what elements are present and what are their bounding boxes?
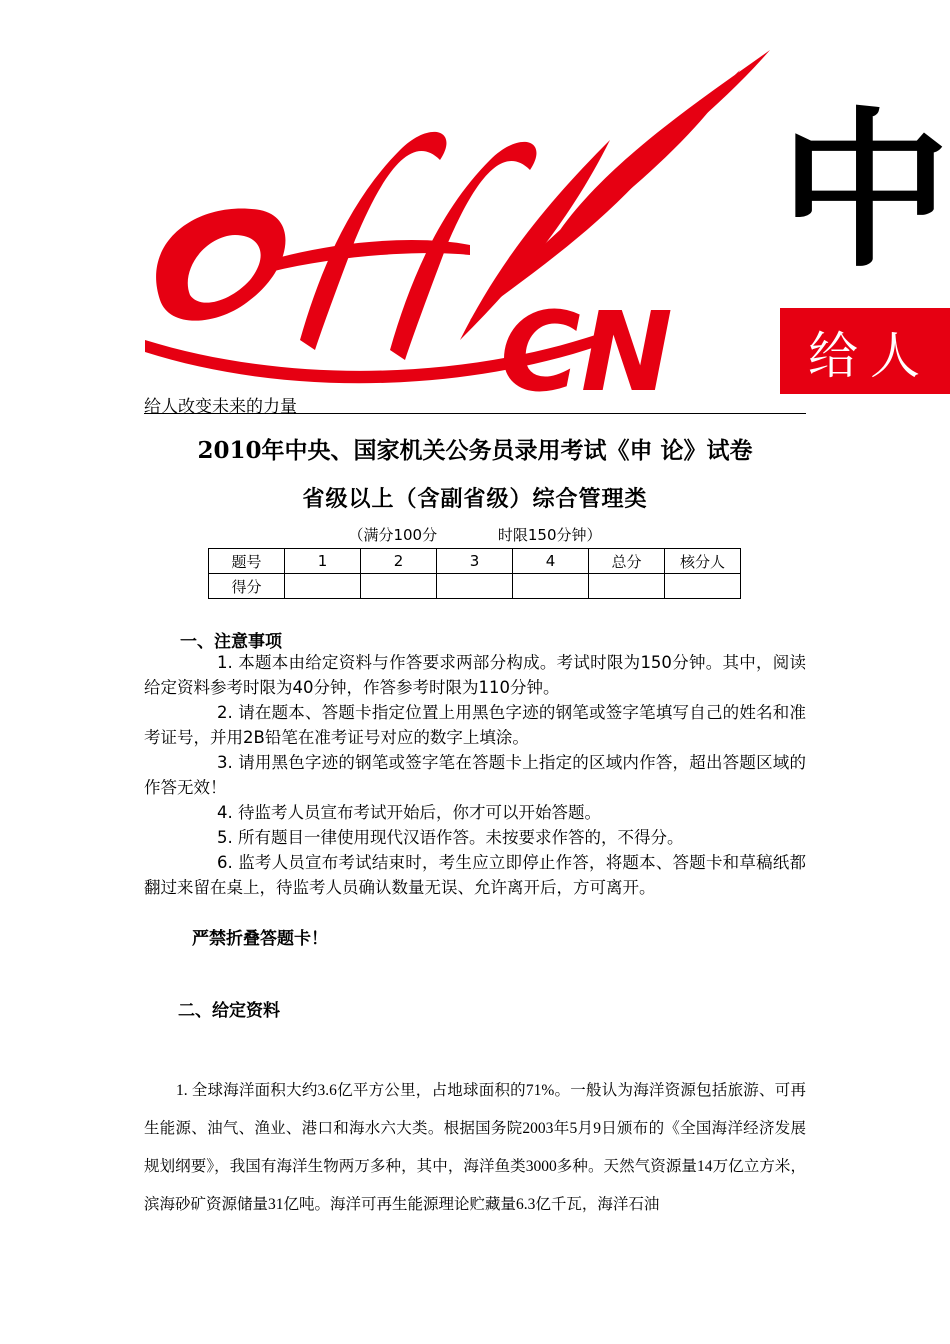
score-table bbox=[208, 548, 741, 599]
exam-meta bbox=[144, 524, 806, 545]
notice-item: 5. 所有题目一律使用现代汉语作答。未按要求作答的，不得分。 bbox=[217, 828, 684, 847]
table-cell: 得分 bbox=[209, 574, 285, 599]
exam-subtitle: 省级以上（含副省级）综合管理类 bbox=[302, 486, 648, 512]
table-cell bbox=[665, 574, 741, 599]
offcn-logo bbox=[140, 40, 950, 400]
score-table-score-row bbox=[209, 574, 741, 599]
notice-item: 1. 本题本由给定资料与作答要求两部分构成。考试时限为150分钟。其中，阅读给定资料参考时限为40分钟，作答参考时限为110分钟。 bbox=[144, 653, 806, 697]
table-cell bbox=[513, 574, 589, 599]
table-cell: 1 bbox=[285, 549, 361, 574]
table-cell: 总分 bbox=[589, 549, 665, 574]
logo-side-character: 中 bbox=[780, 93, 950, 291]
table-cell bbox=[437, 574, 513, 599]
notice-item: 6. 监考人员宣布考试结束时，考生应立即停止作答，将题本、答题卡和草稿纸都翻过来留在桌上，待监考人员确认数量无误、允许离开后，方可离开。 bbox=[144, 853, 806, 897]
slogan: 给人改变未来的力量 bbox=[144, 397, 297, 417]
notices-list bbox=[144, 650, 806, 900]
logo-cn-text: CN bbox=[500, 288, 673, 400]
offcn-swoosh-logo bbox=[140, 40, 780, 400]
full-score: （满分100分 bbox=[348, 526, 438, 544]
header-divider bbox=[144, 413, 806, 414]
warning-text: 严禁折叠答题卡！ bbox=[192, 929, 328, 949]
table-cell bbox=[285, 574, 361, 599]
table-cell: 4 bbox=[513, 549, 589, 574]
table-cell bbox=[361, 574, 437, 599]
notice-item: 3. 请用黑色字迹的钢笔或签字笔在答题卡上指定的区域内作答，超出答题区域的作答无效！ bbox=[144, 753, 806, 797]
table-cell: 核分人 bbox=[665, 549, 741, 574]
exam-title: 2010年中央、国家机关公务员录用考试《申 论》试卷 bbox=[197, 437, 753, 464]
table-cell: 3 bbox=[437, 549, 513, 574]
logo-banner-text: 给人 bbox=[808, 327, 932, 385]
table-cell bbox=[589, 574, 665, 599]
notice-item: 2. 请在题本、答题卡指定位置上用黑色字迹的钢笔或签字笔填写自己的姓名和准考证号，并用2B铅笔在准考证号对应的数字上填涂。 bbox=[144, 703, 806, 747]
time-limit: 时限150分钟） bbox=[497, 526, 602, 544]
notice-item: 4. 待监考人员宣布考试开始后，你才可以开始答题。 bbox=[217, 803, 601, 822]
table-cell: 题号 bbox=[209, 549, 285, 574]
score-table-header-row bbox=[209, 549, 741, 574]
materials-heading: 二、给定资料 bbox=[178, 1001, 280, 1021]
material-paragraph: 1. 全球海洋面积大约3.6亿平方公里，占地球面积的71%。一般认为海洋资源包括旅游、可再生能源、油气、渔业、港口和海水六大类。根据国务院2003年5月9日颁布的《全国海洋经济发展规划纲要》，我国有海洋生物两万多种，其中，海洋鱼类3000多种。天然气资源量14万亿立方米，滨海砂矿资源储量31亿吨。海洋可再生能源理论贮藏量6.3亿千瓦，海洋石油 bbox=[144, 1082, 806, 1213]
notices-heading: 一、注意事项 bbox=[180, 632, 282, 652]
table-cell: 2 bbox=[361, 549, 437, 574]
logo-red-banner bbox=[780, 308, 950, 394]
